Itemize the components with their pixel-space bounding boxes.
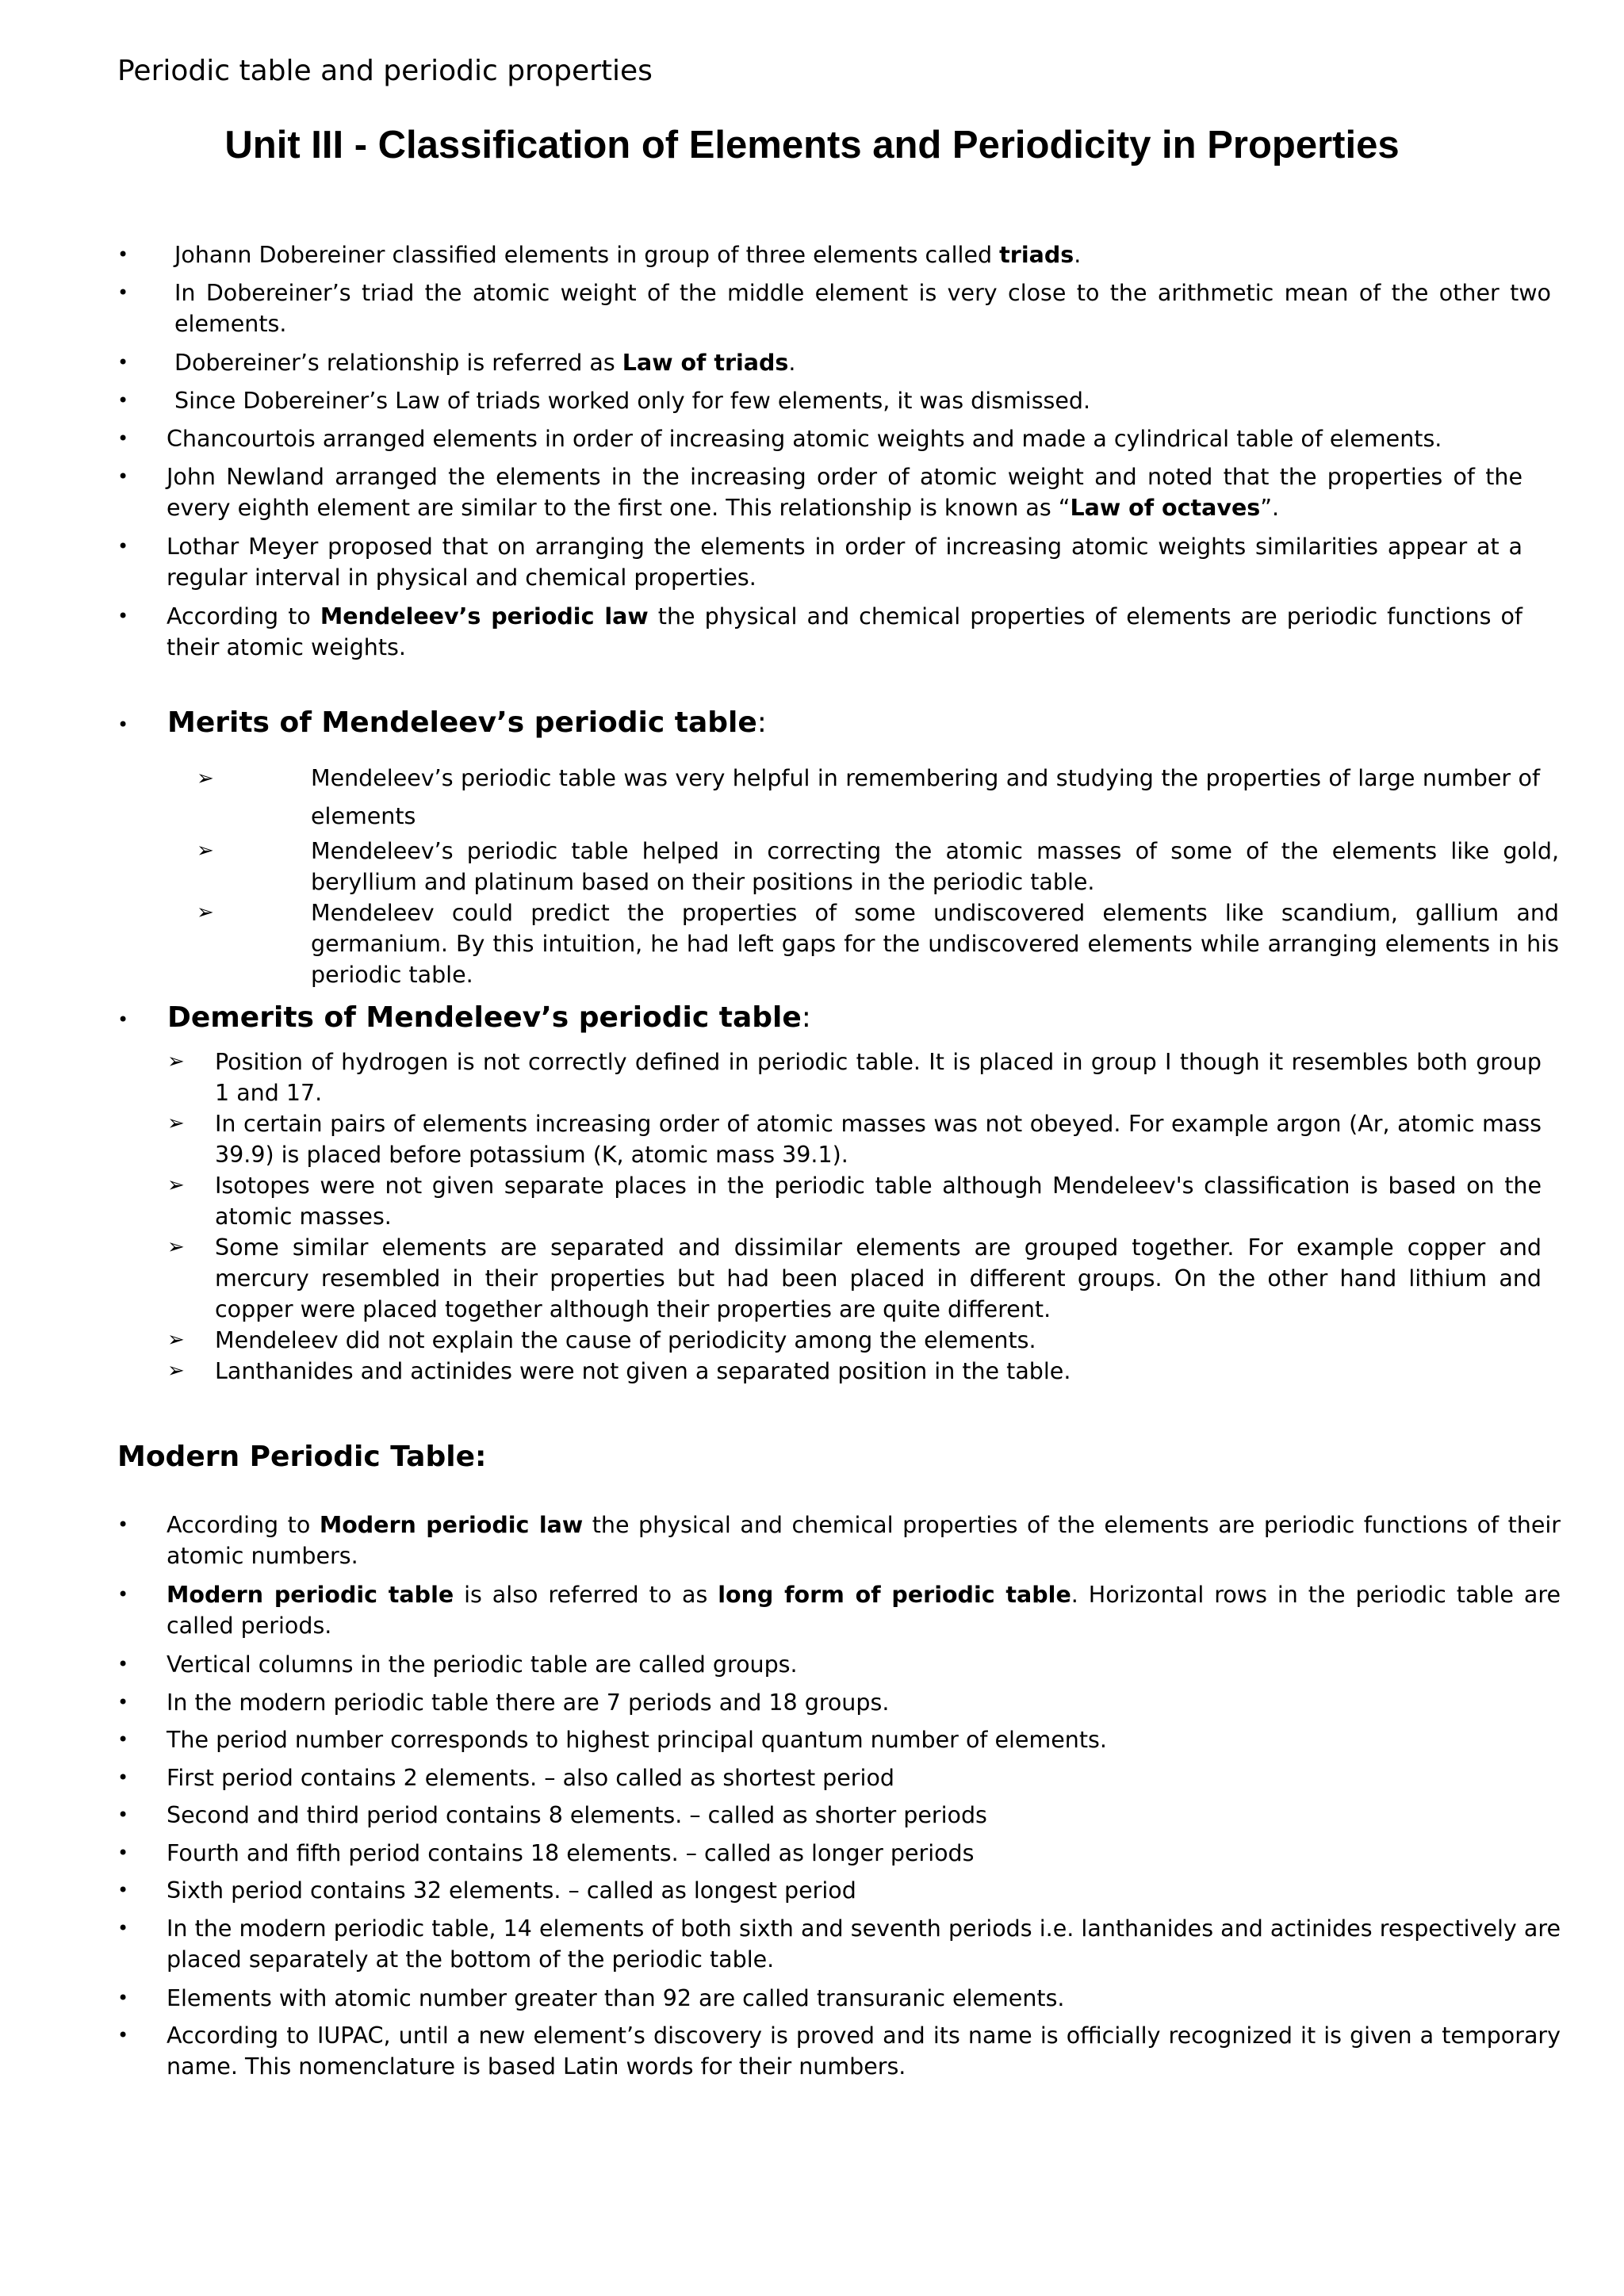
demerits-text: In certain pairs of elements increasing order of atomic masses was not obeyed. For example argon (Ar, atomic mass 39.9) is placed before potassium (K, atomic mass 39.1). <box>215 1111 1542 1168</box>
modern-table-heading: Modern Periodic Table: <box>117 1441 487 1473</box>
modern-item <box>117 1579 1561 1649</box>
merits-item <box>197 897 1559 988</box>
bullet-marker: • <box>117 2024 129 2046</box>
intro-text: John Newland arranged the elements in the increasing order of atomic weight and noted that the properties of the every eighth element are similar to the first one. This relationship is known as “ <box>167 464 1522 521</box>
demerits-item <box>167 1325 1542 1356</box>
arrow-bullet-icon: ➢ <box>197 839 214 863</box>
demerits-item <box>167 1170 1542 1232</box>
bullet-marker: • <box>117 1916 129 1939</box>
arrow-bullet-icon: ➢ <box>167 1112 185 1135</box>
merits-list <box>197 760 1559 988</box>
arrow-bullet-icon: ➢ <box>197 901 214 924</box>
intro-list <box>117 239 1551 671</box>
intro-text: According to <box>167 603 320 629</box>
merits-heading-text: Merits of Mendeleev’s periodic table <box>167 706 757 739</box>
modern-item <box>117 1649 1561 1687</box>
modern-text: . Horizontal rows in the periodic table are called periods. <box>167 1582 1561 1639</box>
modern-text: The period number corresponds to highest principal quantum number of elements. <box>167 1727 1107 1753</box>
merits-text: Mendeleev could predict the properties of some undiscovered elements like scandium, gallium and germanium. By this intuition, he had left gaps for the undiscovered elements while arranging elements in his periodic table. <box>311 900 1559 988</box>
intro-text: . <box>1074 242 1082 268</box>
intro-item-lothar-meyer <box>117 531 1522 601</box>
modern-item <box>117 1838 1561 1876</box>
bullet-marker: • <box>117 1583 129 1605</box>
arrow-bullet-icon: ➢ <box>167 1359 185 1383</box>
bullet-marker: • <box>117 1690 129 1713</box>
intro-bold-term: Law of triads <box>622 350 789 376</box>
intro-bold-term: Mendeleev’s periodic law <box>320 603 649 629</box>
intro-text: . <box>788 350 796 376</box>
demerits-bullet-marker: • <box>117 1008 129 1031</box>
modern-item <box>117 1687 1561 1725</box>
arrow-bullet-icon: ➢ <box>167 1173 185 1197</box>
bullet-marker: • <box>117 1766 129 1789</box>
merits-item <box>197 836 1559 897</box>
demerits-item <box>167 1047 1542 1108</box>
modern-item <box>117 1800 1561 1838</box>
intro-item-newland <box>117 461 1522 531</box>
arrow-bullet-icon: ➢ <box>167 1050 185 1073</box>
modern-item <box>117 1762 1561 1800</box>
modern-text: In the modern periodic table there are 7 periods and 18 groups. <box>167 1689 890 1716</box>
intro-text: ”. <box>1260 495 1280 521</box>
bullet-marker: • <box>117 427 129 450</box>
demerits-text: Isotopes were not given separate places in the periodic table although Mendeleev's classification is based on the atomic masses. <box>215 1173 1542 1230</box>
demerits-text: Mendeleev did not explain the cause of periodicity among the elements. <box>215 1327 1036 1353</box>
demerits-list <box>167 1047 1542 1387</box>
merits-bullet-marker: • <box>117 714 129 736</box>
modern-text: Elements with atomic number greater than 92 are called transuranic elements. <box>167 1984 1065 2011</box>
merits-text: Mendeleev’s periodic table helped in correcting the atomic masses of some of the elements like gold, beryllium and platinum based on their positions in the periodic table. <box>311 838 1559 895</box>
merits-heading <box>167 702 767 744</box>
modern-item <box>117 1983 1561 2021</box>
modern-item <box>117 1875 1561 1913</box>
intro-text: the physical and chemical properties of elements are periodic functions of their atomic weights. <box>167 603 1522 660</box>
intro-text: Chancourtois arranged elements in order of increasing atomic weights and made a cylindrical table of elements. <box>167 426 1442 452</box>
modern-text: According to <box>167 1512 320 1538</box>
intro-bold-term: triads <box>999 242 1074 268</box>
demerits-text: Position of hydrogen is not correctly defined in periodic table. It is placed in group I though it resembles both group 1 and 17. <box>215 1049 1542 1106</box>
demerits-item <box>167 1108 1542 1170</box>
modern-bold-term: Modern periodic law <box>319 1512 584 1538</box>
bullet-marker: • <box>117 243 129 266</box>
merits-heading-colon: : <box>756 706 767 739</box>
demerits-heading-text: Demerits of Mendeleev’s periodic table <box>167 1001 802 1034</box>
modern-text: First period contains 2 elements. – also called as shortest period <box>167 1764 894 1791</box>
modern-item <box>117 1510 1561 1579</box>
modern-text: Fourth and fifth period contains 18 elements. – called as longer periods <box>167 1839 975 1866</box>
intro-item-chancourtois <box>117 423 1551 461</box>
intro-text: Lothar Meyer proposed that on arranging the elements in order of increasing atomic weights similarities appear at a regular interval in physical and chemical properties. <box>167 534 1522 591</box>
bullet-marker: • <box>117 535 129 557</box>
arrow-bullet-icon: ➢ <box>167 1328 185 1352</box>
bullet-marker: • <box>117 1653 129 1675</box>
bullet-marker: • <box>117 351 129 373</box>
intro-item-triads <box>117 239 1551 277</box>
modern-text: Sixth period contains 32 elements. – called as longest period <box>167 1877 856 1904</box>
arrow-bullet-icon: ➢ <box>167 1235 185 1259</box>
modern-item <box>117 1724 1561 1762</box>
intro-bold-term: Law of octaves <box>1070 495 1261 521</box>
bullet-marker: • <box>117 1804 129 1826</box>
modern-bold-term: Modern periodic table <box>167 1582 454 1608</box>
page-header: Periodic table and periodic properties <box>117 55 653 87</box>
demerits-heading <box>167 997 811 1039</box>
bullet-marker: • <box>117 1841 129 1864</box>
intro-text: Johann Dobereiner classified elements in group of three elements called <box>174 242 1000 268</box>
modern-text: the physical and chemical properties of the elements are periodic functions of their atomic numbers. <box>167 1512 1561 1569</box>
arrow-bullet-icon: ➢ <box>197 767 214 790</box>
intro-text: In Dobereiner’s triad the atomic weight of the middle element is very close to the arithmetic mean of the other two elements. <box>174 280 1551 337</box>
bullet-marker: • <box>117 465 129 488</box>
modern-text: Second and third period contains 8 elements. – called as shorter periods <box>167 1802 987 1828</box>
intro-item-arithmetic-mean <box>117 277 1551 347</box>
intro-item-dismissed <box>117 385 1551 423</box>
merits-item <box>197 760 1540 836</box>
demerits-item <box>167 1232 1542 1325</box>
demerits-text: Lanthanides and actinides were not given a separated position in the table. <box>215 1358 1071 1384</box>
intro-text: Since Dobereiner’s Law of triads worked only for few elements, it was dismissed. <box>174 388 1091 414</box>
bullet-marker: • <box>117 1986 129 2009</box>
intro-item-law-of-triads <box>117 347 1551 385</box>
modern-list <box>117 1510 1561 2090</box>
modern-item <box>117 2020 1561 2090</box>
demerits-item <box>167 1356 1542 1387</box>
modern-item <box>117 1913 1561 1983</box>
demerits-heading-colon: : <box>801 1001 811 1034</box>
bullet-marker: • <box>117 281 129 304</box>
merits-text: Mendeleev’s periodic table was very helpful in remembering and studying the properties of large number of elements <box>311 765 1540 829</box>
bullet-marker: • <box>117 1879 129 1901</box>
demerits-text: Some similar elements are separated and dissimilar elements are grouped together. For example copper and mercury resembled in their properties but had been placed in different groups. On the other hand lithium and copper were placed together although their properties are quite different. <box>215 1234 1542 1322</box>
modern-text: is also referred to as <box>454 1582 718 1608</box>
bullet-marker: • <box>117 1728 129 1751</box>
bullet-marker: • <box>117 605 129 627</box>
intro-text: Dobereiner’s relationship is referred as <box>174 350 622 376</box>
modern-text: Vertical columns in the periodic table are called groups. <box>167 1651 798 1678</box>
modern-text: In the modern periodic table, 14 elements of both sixth and seventh periods i.e. lanthanides and actinides respectively are placed separately at the bottom of the periodic table. <box>167 1915 1561 1973</box>
page-title: Unit III - Classification of Elements and Periodicity in Properties <box>224 124 1400 166</box>
intro-item-mendeleev-law <box>117 601 1522 671</box>
bullet-marker: • <box>117 389 129 411</box>
modern-bold-term: long form of periodic table <box>718 1582 1071 1608</box>
bullet-marker: • <box>117 1513 129 1536</box>
modern-text: According to IUPAC, until a new element’s discovery is proved and its name is officially recognized it is given a temporary name. This nomenclature is based Latin words for their numbers. <box>167 2022 1561 2080</box>
